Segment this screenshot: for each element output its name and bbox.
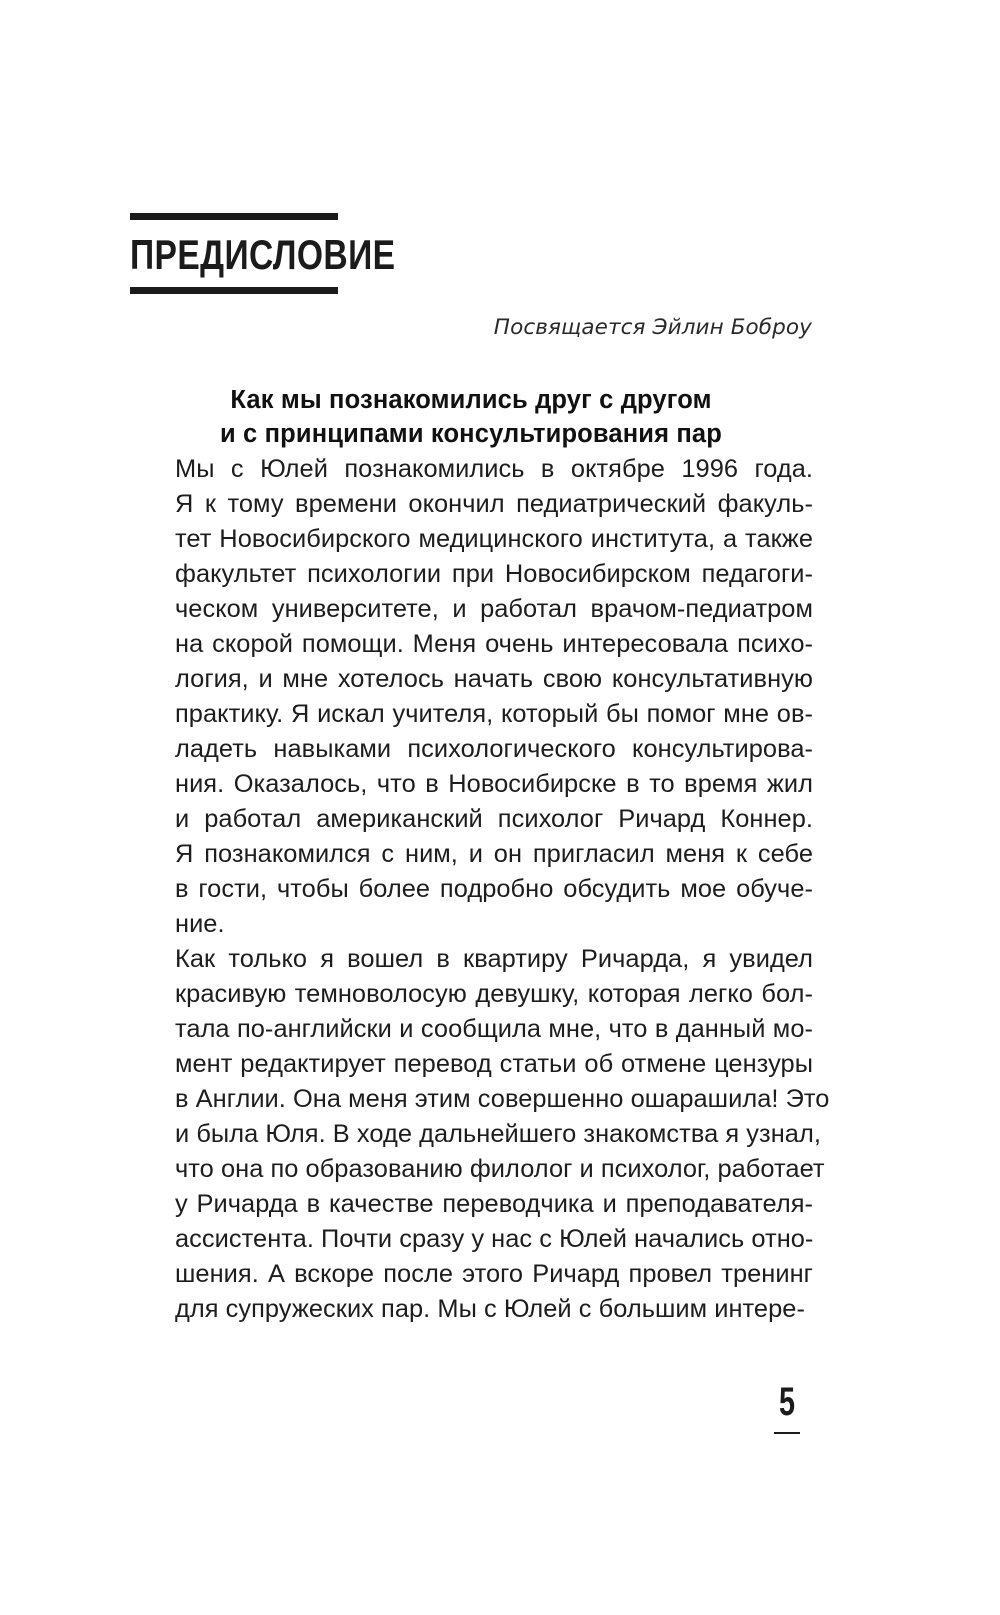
text-line: ладеть навыками психологического консультирова- xyxy=(175,735,813,763)
text-line: шения. А вскоре после этого Ричард провел тренинг xyxy=(175,1260,813,1288)
section-subtitle xyxy=(130,383,812,451)
text-line: и работал американский психолог Ричард Коннер. xyxy=(175,805,813,833)
text-line: у Ричарда в качестве переводчика и преподавателя- xyxy=(175,1190,813,1218)
chapter-title: ПРЕДИСЛОВИЕ xyxy=(130,231,396,278)
text-line: и была Юля. В ходе дальнейшего знакомства я узнал, xyxy=(175,1120,821,1148)
text-line: Как только я вошел в квартиру Ричарда, я увидел xyxy=(175,945,813,973)
paragraph-2 xyxy=(129,942,830,1327)
text-line: Я познакомился с ним, и он пригласил меня к себе xyxy=(175,840,813,868)
text-line: Я к тому времени окончил педиатрический факуль- xyxy=(175,490,813,518)
text-line: в Англии. Она меня этим совершенно ошарашила! Это xyxy=(175,1085,830,1113)
body-text xyxy=(129,452,830,1327)
text-line: Мы с Юлей познакомились в октябре 1996 года. xyxy=(175,455,813,483)
text-line: ния. Оказалось, что в Новосибирске в то время жил xyxy=(175,770,813,798)
text-line: для супружеских пар. Мы с Юлей с большим интере- xyxy=(175,1295,805,1323)
subtitle-line-2: и с принципами консультирования пар xyxy=(219,420,722,448)
heading-rule-bottom xyxy=(130,287,338,294)
folio-rule xyxy=(774,1432,800,1434)
paragraph-1 xyxy=(129,452,813,942)
text-line: в гости, чтобы более подробно обсудить мое обуче- xyxy=(175,875,813,903)
text-line: мент редактирует перевод статьи об отмене цензуры xyxy=(175,1050,813,1078)
text-line: ческом университете, и работал врачом-педиатром xyxy=(175,595,813,623)
heading-rule-top xyxy=(130,213,338,220)
page-folio xyxy=(762,1382,812,1434)
text-line: факультет психологии при Новосибирском педагоги- xyxy=(175,560,813,588)
text-line: красивую темноволосую девушку, которая легко бол- xyxy=(175,980,813,1008)
subtitle-line-1: Как мы познакомились друг с другом xyxy=(230,386,712,414)
text-line: тет Новосибирского медицинского института, а также xyxy=(175,525,813,553)
text-line: практику. Я искал учителя, который бы помог мне ов- xyxy=(175,700,813,728)
page-number: 5 xyxy=(778,1380,796,1424)
dedication-text: Посвящается Эйлин Боброу xyxy=(493,315,812,340)
text-line: что она по образованию филолог и психолог, работает xyxy=(175,1155,825,1183)
text-line: ние. xyxy=(175,910,225,938)
text-line: логия, и мне хотелось начать свою консультативную xyxy=(175,665,813,693)
text-line: ассистента. Почти сразу у нас с Юлей начались отно- xyxy=(175,1225,814,1253)
chapter-heading-block xyxy=(130,213,396,294)
text-line: на скорой помощи. Меня очень интересовала психо- xyxy=(175,630,813,658)
text-line: тала по-английски и сообщила мне, что в данный мо- xyxy=(175,1015,813,1043)
